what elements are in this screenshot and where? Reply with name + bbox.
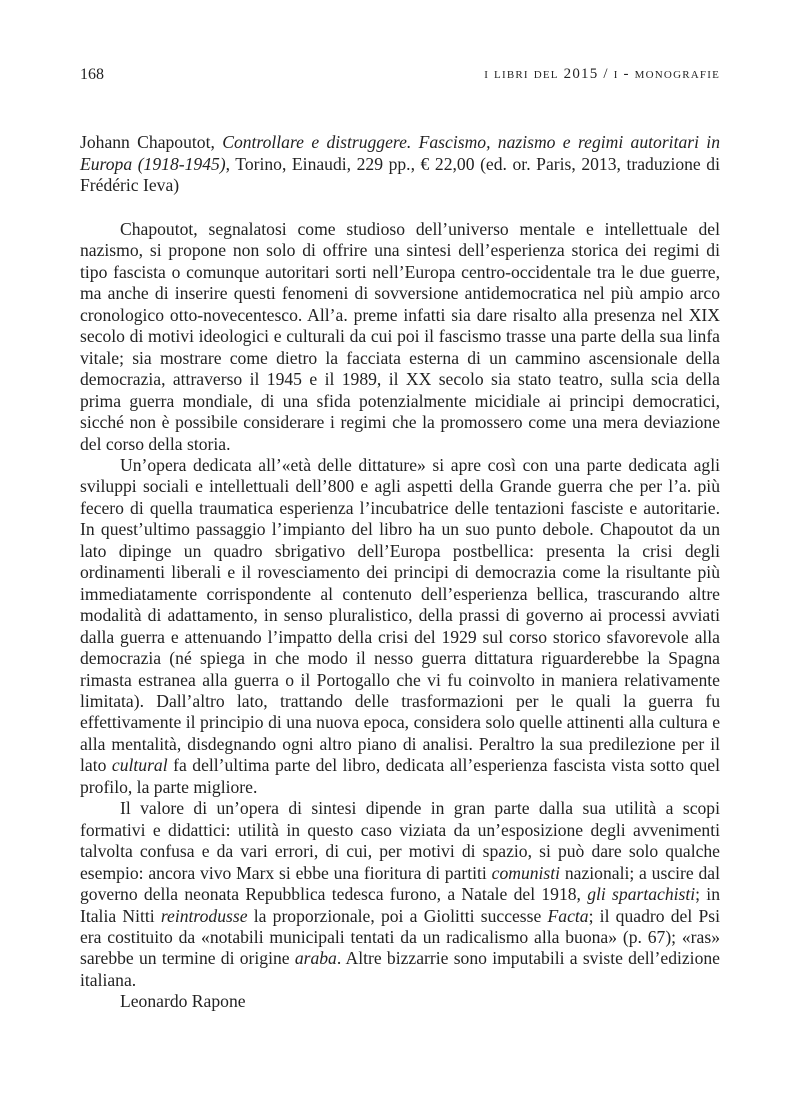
- italic-term: araba: [294, 948, 337, 969]
- italic-term: Facta: [547, 905, 589, 926]
- italic-term: cultural: [111, 755, 168, 776]
- citation-author: Johann Chapoutot,: [80, 132, 223, 152]
- reviewer-signature: Leonardo Rapone: [120, 991, 246, 1012]
- paragraph-text: . Altre bizzarrie sono imputabili a sviste dell’edizione italiana.: [80, 948, 720, 990]
- citation-details: , Torino, Einaudi, 229 pp., € 22,00 (ed. or. Paris, 2013, traduzione di Frédéric Ieva): [80, 153, 720, 196]
- italic-term: comunisti: [491, 862, 561, 883]
- citation-title: Controllare e distruggere. Fascismo, nazismo e regimi autoritari in Europa (1918-1945): [80, 132, 720, 174]
- paragraph-text: Il valore di un’opera di sintesi dipende in gran parte dalla sua utilità a scopi formativi e didattici: utilità in questo caso viziata da un’esposizione degli avvenimenti talvolta confusa e da vari errori, di cui, per motivi di spazio, si può dare solo qualche esempio: ancora vivo Marx si ebbe una fioritura di partiti: [80, 798, 720, 883]
- italic-term: reintrodusse: [160, 905, 248, 926]
- italic-term: gli spartachisti: [587, 884, 696, 905]
- paragraph-text: fa dell’ultima parte del libro, dedicata all’esperienza fascista vista sotto quel profilo, la parte migliore.: [80, 755, 721, 797]
- running-head: i libri del 2015 / i - monografie: [484, 66, 720, 82]
- paragraph-text: Un’opera dedicata all’«età delle dittature» si apre così con una parte dedicata agli sviluppi sociali e intellettuali dell’800 e agli aspetti della Grande guerra che per l’a. più fecero di quella traumatica esperienza l’incubatrice delle tentazioni fasciste e autoritarie. In quest’ultimo passaggio l’impianto del libro ha un suo punto debole. Chapoutot da un lato dipinge un quadro sbrigativo dell’Europa postbellica: presenta la crisi degli ordinamenti liberali e il rovesciamento dei principi di democrazia come la risultante più immediatamente corrispondente al contenuto dell’esperienza bellica, trascurando altre modalità di adattamento, in senso pluralistico, della prassi di governo ai processi avviati dalla guerra e attenuando l’impatto della crisi del 1929 sul corso storico sfavorevole alla democrazia (né spiega in che modo il nesso guerra dittatura riguarderebbe la Spagna rimasta estranea alla guerra o il Portogallo che vi fu coinvolto in maniera relativamente limitata). Dall’altro lato, trattando delle trasformazioni per le quali la guerra fu effettivamente il principio di una nuova epoca, considera solo quelle attinenti alla cultura e alla mentalità, disdegnando ogni altro piano di analisi. Peraltro la sua predilezione per il lato: [80, 454, 720, 776]
- page-number: 168: [80, 66, 104, 83]
- review-paragraph-3: [80, 798, 720, 991]
- paragraph-text: ; il quadro del Psi era costituito da «notabili municipali tentati da un radicalismo alla buona» (p. 67); «ras» sarebbe un termine di origine: [80, 905, 720, 969]
- review-body: [80, 219, 720, 1013]
- paragraph-text: Chapoutot, segnalatosi come studioso dell’universo mentale e intellettuale del nazismo, si propone non solo di offrire una sintesi dell’esperienza storica dei regimi di tipo fascista o comunque autoritari sorti nell’Europa centro-occidentale tra le due guerre, ma anche di inserire questi fenomeni di sovversione antidemocratica nel più ampio arco cronologico otto-novecentesco. All’a. preme infatti sia dare risalto alla presenza nel XIX secolo di motivi ideologici e culturali da cui poi il fascismo trasse una parte della sua linfa vitale; sia mostrare come dietro la facciata esterna di un cammino ascensionale della democrazia, attraverso il 1945 e il 1989, il XX secolo sia stato teatro, sulla scia della prima guerra mondiale, di una sfida potenzialmente micidiale ai principi democratici, sicché non è possibile considerare i regimi che la promossero come una mera deviazione del corso della storia.: [80, 219, 720, 454]
- paragraph-text: la proporzionale, poi a Giolitti successe: [247, 905, 548, 926]
- paragraph-text: ; in Italia Nitti: [80, 884, 720, 926]
- page-header: [80, 66, 720, 88]
- review-paragraph-2: [80, 455, 720, 798]
- book-citation: [80, 132, 720, 197]
- review-paragraph-1: [80, 219, 720, 455]
- paragraph-text: nazionali; a uscire dal governo della neonata Repubblica tedesca furono, a Natale del 1918,: [80, 862, 721, 905]
